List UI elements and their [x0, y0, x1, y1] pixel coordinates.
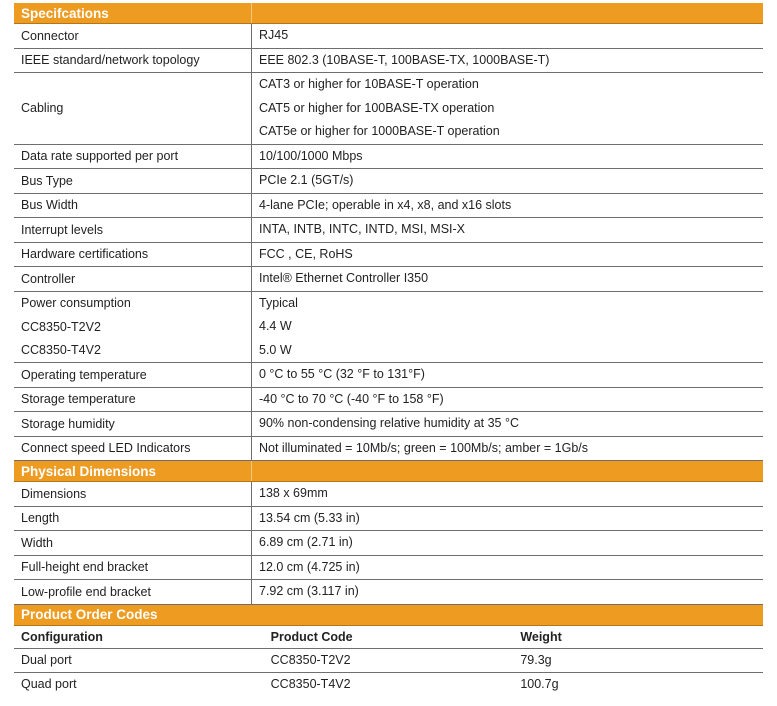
- physical-row: [14, 506, 763, 531]
- spec-label: Operating temperature: [14, 363, 252, 388]
- physical-value: [252, 555, 764, 580]
- physical-row: [14, 555, 763, 580]
- spec-label: Controller: [14, 267, 252, 292]
- spec-label: Connect speed LED Indicators: [14, 436, 252, 461]
- order-row: [14, 673, 763, 697]
- physical-value: [252, 482, 764, 507]
- spec-value: [252, 267, 764, 292]
- order-configuration-text: Dual port: [21, 652, 72, 667]
- spec-row: [14, 291, 763, 315]
- spec-value: [252, 73, 764, 145]
- physical-label: Full-height end bracket: [14, 555, 252, 580]
- physical-label: Dimensions: [14, 482, 252, 507]
- order-weight-text: 100.7g: [520, 677, 559, 691]
- spec-value: [252, 363, 764, 388]
- spec-value-text: Not illuminated = 10Mb/s; green = 100Mb/s; amber = 1Gb/s: [259, 440, 588, 455]
- spec-label: Bus Width: [14, 193, 252, 218]
- spec-row: [14, 48, 763, 73]
- spec-value-line: CAT5 or higher for 100BASE-TX operation: [259, 100, 495, 115]
- spec-label: Cabling: [14, 73, 252, 145]
- spec-row: [14, 387, 763, 412]
- spec-value: [252, 169, 764, 194]
- physical-value-text: 138 x 69mm: [259, 486, 328, 500]
- spec-value-text: FCC , CE, RoHS: [259, 246, 353, 261]
- physical-row: [14, 482, 763, 507]
- column-header-configuration: Configuration: [14, 625, 264, 648]
- spec-label: Data rate supported per port: [14, 144, 252, 169]
- spec-label: CC8350-T4V2: [14, 339, 252, 363]
- specifications-table: [14, 3, 763, 605]
- spec-value-text: Typical: [259, 295, 298, 310]
- spec-row: [14, 363, 763, 388]
- spec-value: [252, 24, 764, 49]
- spec-row: [14, 412, 763, 437]
- spec-value: [252, 412, 764, 437]
- product-order-codes-header: [14, 605, 763, 626]
- order-weight: [513, 673, 763, 697]
- order-configuration: [14, 648, 264, 673]
- spec-row: [14, 242, 763, 267]
- spec-value: [252, 48, 764, 73]
- specifications-title: Specifcations: [14, 3, 252, 24]
- spec-row: [14, 193, 763, 218]
- order-product-code-text: CC8350-T2V2: [270, 652, 351, 667]
- spec-value-text: 90% non-condensing relative humidity at 35 °C: [259, 416, 520, 430]
- spec-value-text: 4.4 W: [259, 319, 292, 333]
- physical-dimensions-rows: [14, 482, 763, 605]
- spec-value-text: -40 °C to 70 °C (-40 °F to 158 °F): [259, 391, 444, 406]
- spec-row: [14, 315, 763, 339]
- specifications-rows: [14, 24, 763, 461]
- physical-label: Length: [14, 506, 252, 531]
- order-product-code: [264, 648, 514, 673]
- physical-dimensions-title: Physical Dimensions: [14, 461, 252, 482]
- spec-value: [252, 144, 764, 169]
- spec-row: [14, 218, 763, 243]
- spec-row: [14, 436, 763, 461]
- physical-dimensions-header: [14, 461, 763, 482]
- spec-value: [252, 315, 764, 339]
- physical-label: Low-profile end bracket: [14, 580, 252, 605]
- order-column-headers: [14, 625, 763, 648]
- spec-value-text: 5.0 W: [259, 342, 292, 357]
- order-row: [14, 648, 763, 673]
- spec-value: [252, 193, 764, 218]
- spec-value: [252, 218, 764, 243]
- spec-value-text: PCIe 2.1 (5GT/s): [259, 173, 354, 187]
- spec-label: Interrupt levels: [14, 218, 252, 243]
- physical-value: [252, 580, 764, 605]
- spec-value-text: RJ45: [259, 28, 289, 42]
- spec-value: [252, 339, 764, 363]
- spec-value: [252, 291, 764, 315]
- spec-row: [14, 339, 763, 363]
- spec-sheet: [14, 3, 763, 697]
- spec-value-text: Intel® Ethernet Controller I350: [259, 271, 429, 285]
- specifications-header-filler: [252, 3, 764, 24]
- spec-row: [14, 24, 763, 49]
- spec-value-text: 4-lane PCIe; operable in x4, x8, and x16 slots: [259, 197, 512, 212]
- spec-value-text: INTA, INTB, INTC, INTD, MSI, MSI-X: [259, 222, 466, 236]
- physical-header-filler: [252, 461, 764, 482]
- spec-label: Hardware certifications: [14, 242, 252, 267]
- order-configuration: [14, 673, 264, 697]
- specifications-header: [14, 3, 763, 24]
- physical-label: Width: [14, 531, 252, 556]
- order-product-code-text: CC8350-T4V2: [270, 677, 351, 691]
- spec-label: Connector: [14, 24, 252, 49]
- product-order-codes-table: [14, 605, 763, 697]
- order-rows: [14, 648, 763, 697]
- order-product-code: [264, 673, 514, 697]
- spec-label: CC8350-T2V2: [14, 315, 252, 339]
- product-order-codes-title: Product Order Codes: [14, 605, 763, 626]
- physical-value: [252, 506, 764, 531]
- spec-label: Storage humidity: [14, 412, 252, 437]
- physical-value: [252, 531, 764, 556]
- spec-row: [14, 73, 763, 145]
- spec-value: [252, 242, 764, 267]
- order-weight: [513, 648, 763, 673]
- spec-row: [14, 169, 763, 194]
- physical-row: [14, 580, 763, 605]
- physical-value-text: 13.54 cm (5.33 in): [259, 510, 360, 525]
- spec-row: [14, 267, 763, 292]
- spec-label: IEEE standard/network topology: [14, 48, 252, 73]
- column-header-product-code: Product Code: [264, 625, 514, 648]
- spec-row: [14, 144, 763, 169]
- spec-label: Power consumption: [14, 291, 252, 315]
- spec-value-text: 0 °C to 55 °C (32 °F to 131°F): [259, 367, 425, 381]
- spec-value: [252, 436, 764, 461]
- physical-row: [14, 531, 763, 556]
- order-weight-text: 79.3g: [520, 652, 552, 667]
- spec-value-line: CAT3 or higher for 10BASE-T operation: [259, 77, 479, 91]
- spec-label: Storage temperature: [14, 387, 252, 412]
- spec-value: [252, 387, 764, 412]
- order-configuration-text: Quad port: [21, 677, 77, 691]
- spec-value-text: EEE 802.3 (10BASE-T, 100BASE-TX, 1000BASE-T): [259, 52, 550, 67]
- column-header-weight: Weight: [513, 625, 763, 648]
- physical-value-text: 6.89 cm (2.71 in): [259, 535, 353, 549]
- spec-value-text: 10/100/1000 Mbps: [259, 148, 363, 163]
- spec-label: Bus Type: [14, 169, 252, 194]
- spec-value-line: CAT5e or higher for 1000BASE-T operation: [259, 124, 500, 138]
- physical-value-text: 12.0 cm (4.725 in): [259, 559, 360, 574]
- physical-value-text: 7.92 cm (3.117 in): [259, 584, 359, 598]
